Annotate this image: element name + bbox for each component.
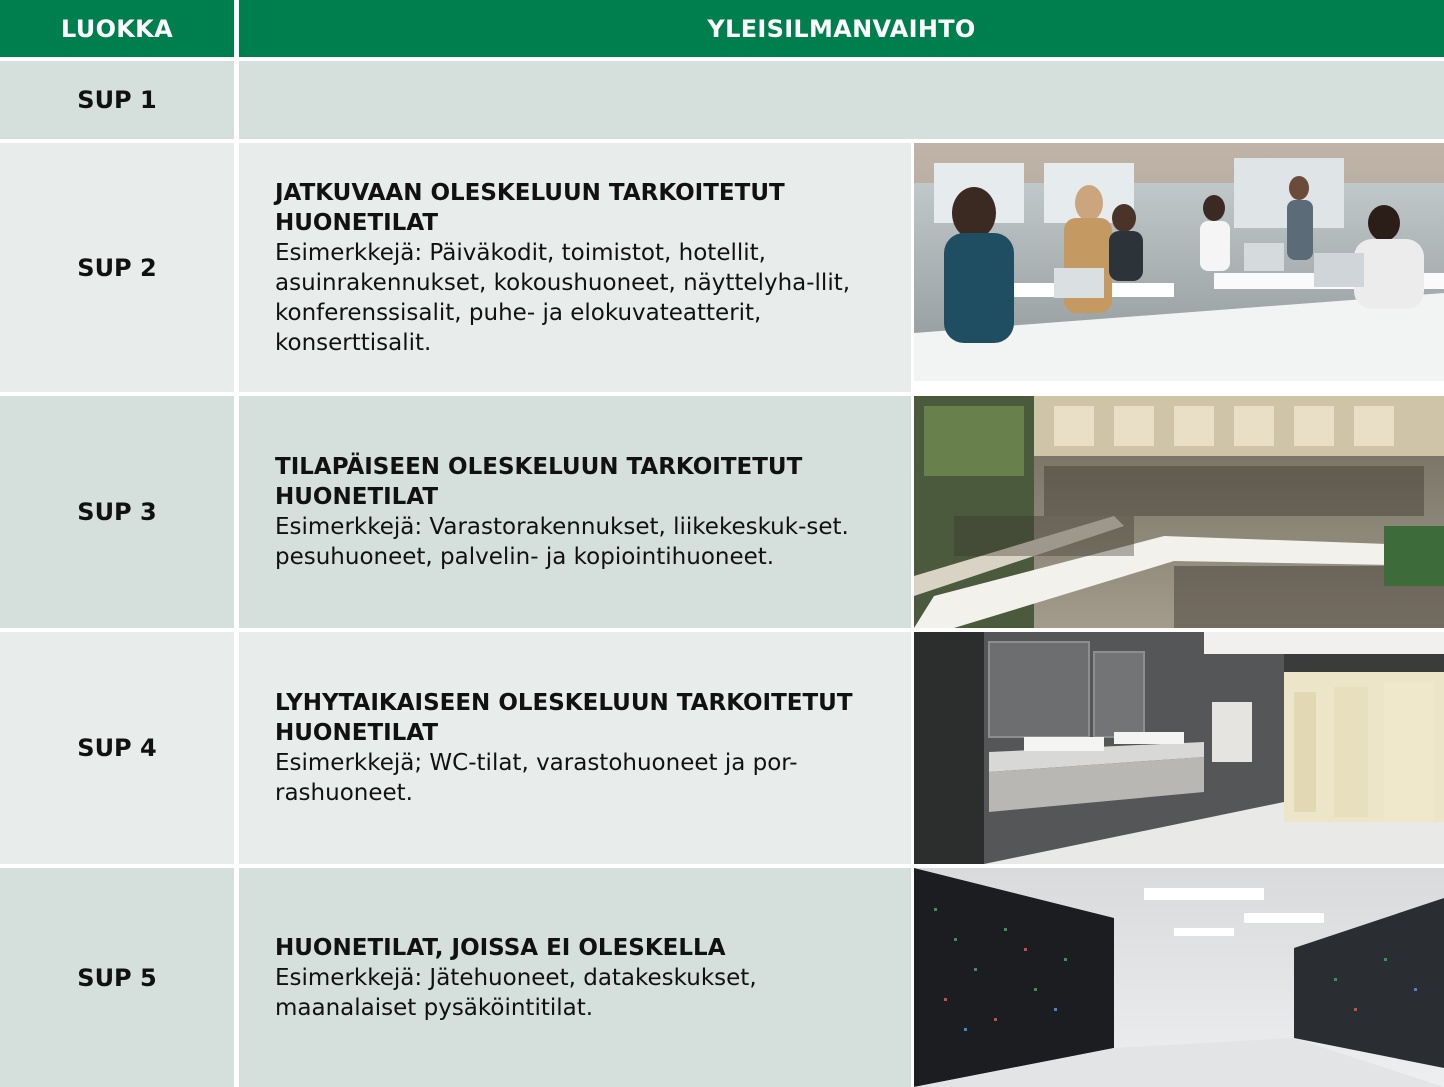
class-label: SUP 3 (77, 498, 157, 526)
header-class-label: LUOKKA (61, 14, 173, 43)
office-photo (914, 143, 1444, 381)
class-label: SUP 5 (77, 963, 157, 992)
description-cell-sup5 (239, 868, 911, 1087)
class-label: SUP 2 (77, 253, 157, 282)
class-cell-sup5 (0, 868, 234, 1087)
class-cell-sup2 (0, 143, 234, 392)
restroom-photo (914, 632, 1444, 864)
description-title: HUONETILAT, JOISSA EI OLESKELLA (275, 934, 726, 961)
description-title: LYHYTAIKAISEEN OLESKELUUN TARKOITETUT HUONETILAT (275, 690, 853, 746)
description-cell-sup3 (239, 396, 911, 628)
class-cell-sup3 (0, 396, 234, 628)
class-label: SUP 1 (77, 86, 157, 114)
class-cell-sup1 (0, 61, 234, 139)
description-body: Esimerkkejä; WC-tilat, varastohuoneet ja por-rashuoneet. (275, 750, 798, 806)
description-title: JATKUVAAN OLESKELUUN TARKOITETUT HUONETILAT (275, 179, 785, 236)
shopping-mall-photo (914, 396, 1444, 628)
header-class-cell (0, 0, 234, 57)
header-ventilation-label: YLEISILMANVAIHTO (707, 14, 976, 43)
description-cell-sup4 (239, 632, 911, 864)
header-ventilation-cell (239, 0, 1444, 57)
description-body: Esimerkkejä: Varastorakennukset, liikekeskuk-set. pesuhuoneet, palvelin- ja kopiointihuoneet. (275, 514, 849, 570)
description-body: Esimerkkejä: Päiväkodit, toimistot, hotellit, asuinrakennukset, kokoushuoneet, näyttelyha-llit, konferenssisalit, puhe- ja elokuvateatterit, konserttisalit. (275, 239, 851, 356)
description-cell-sup1 (239, 61, 1444, 139)
description-cell-sup2 (239, 143, 911, 392)
class-label: SUP 4 (77, 734, 157, 762)
server-room-photo (914, 868, 1444, 1087)
description-title: TILAPÄISEEN OLESKELUUN TARKOITETUT HUONETILAT (275, 454, 803, 510)
class-cell-sup4 (0, 632, 234, 864)
description-body: Esimerkkejä: Jätehuoneet, datakeskukset, maanalaiset pysäköintitilat. (275, 964, 757, 1021)
